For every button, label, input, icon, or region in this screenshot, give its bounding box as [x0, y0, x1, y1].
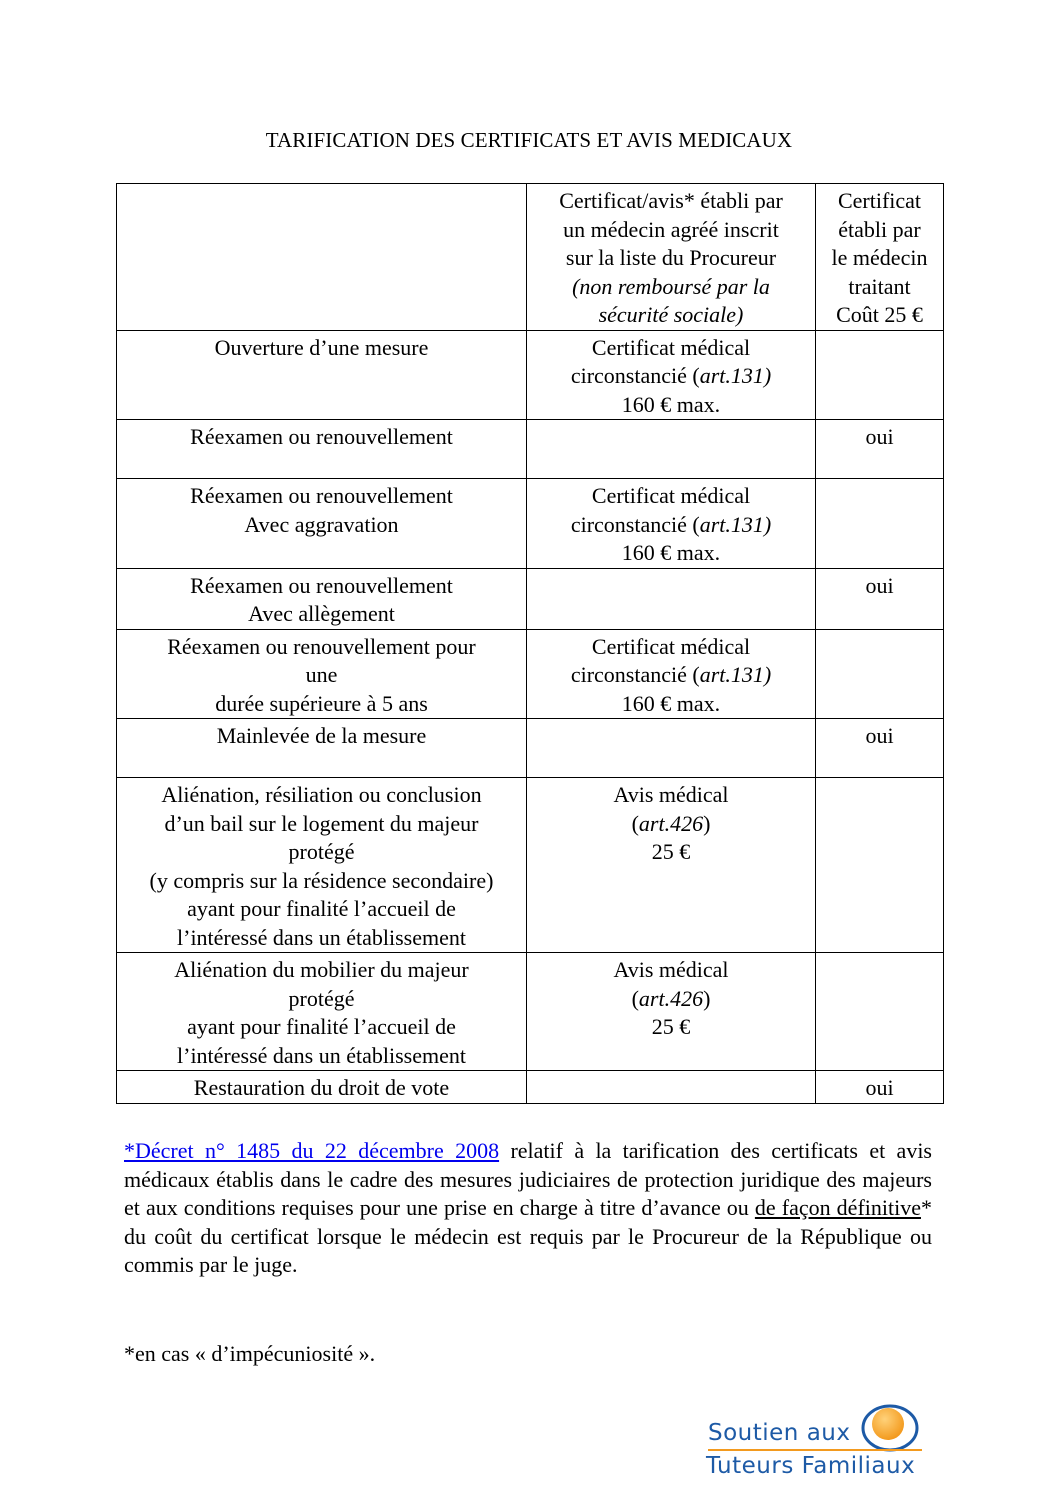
header-line: un médecin agréé inscrit	[563, 216, 779, 242]
row-label-line: Avec allègement	[248, 601, 395, 626]
treating-doctor-value: oui	[865, 723, 894, 748]
header-cell-empty	[117, 184, 527, 331]
table-row	[117, 719, 944, 778]
cert-article-ref: art.426	[638, 985, 704, 1011]
row-label-cell	[117, 778, 527, 953]
cert-article-prefix: (	[631, 985, 639, 1011]
row-label-line: Ouverture d’une mesure	[214, 334, 429, 360]
table-row	[117, 953, 944, 1071]
row-label-line: Restauration du droit de vote	[193, 1075, 450, 1100]
header-line: établi par	[838, 216, 921, 242]
row-label-cell	[117, 1071, 527, 1104]
row-label-line: l’intéressé dans un établissement	[177, 1042, 466, 1068]
cert-type: Avis médical	[613, 782, 729, 807]
treating-doctor-value: oui	[865, 572, 894, 598]
cert-article-prefix: circonstancié (	[570, 511, 700, 537]
header-line: traitant	[848, 273, 911, 299]
table-row	[117, 420, 944, 479]
row-label-cell	[117, 629, 527, 719]
row-label-line: Réexamen ou renouvellement pour	[167, 633, 476, 659]
row-label-line: (y compris sur la résidence secondaire)	[149, 867, 494, 893]
cert-type: Avis médical	[613, 957, 729, 982]
row-label-line: une	[305, 662, 338, 687]
tarification-table	[116, 183, 944, 1104]
row-label-line: protégé	[288, 839, 355, 864]
row-label-cell	[117, 479, 527, 569]
note-underlined: de façon définitive	[754, 1195, 921, 1220]
note-text-2: * du coût du certificat lorsque le médecin est requis par le Procureur de la République ou commis par le juge.	[124, 1195, 932, 1277]
table-row	[117, 1071, 944, 1104]
header-line: Certificat/avis* établi par	[559, 188, 783, 213]
row-treating-doctor-cell	[816, 568, 944, 629]
cert-type: Certificat médical	[591, 483, 751, 508]
row-label-cell	[117, 330, 527, 420]
row-treating-doctor-cell	[816, 330, 944, 420]
row-label-line: durée supérieure à 5 ans	[215, 690, 428, 716]
row-treating-doctor-cell	[816, 953, 944, 1071]
row-label-line: Aliénation, résiliation ou conclusion	[161, 782, 482, 807]
row-agreed-doctor-cell	[527, 1071, 816, 1104]
row-treating-doctor-cell	[816, 479, 944, 569]
row-label-line: Mainlevée de la mesure	[216, 723, 427, 748]
cert-article-ref: art.131)	[699, 511, 772, 537]
note-text-1: relatif à la tarification des certificats et avis médicaux établis dans le cadre des mesures judiciaires de protection juridique des majeurs et aux conditions requises pour une prise en charge à titre d’avance ou	[124, 1138, 932, 1220]
table-header-row	[117, 184, 944, 331]
row-agreed-doctor-cell	[527, 420, 816, 479]
row-label-line: Réexamen ou renouvellement	[190, 424, 453, 449]
document-title: TARIFICATION DES CERTIFICATS ET AVIS MEDICAUX	[265, 128, 793, 152]
header-line: le médecin	[831, 245, 928, 270]
row-label-line: d’un bail sur le logement du majeur	[164, 810, 479, 836]
cert-price: 160 € max.	[621, 391, 721, 417]
logo-line-2: Tuteurs Familiaux	[706, 1453, 916, 1479]
row-treating-doctor-cell	[816, 420, 944, 479]
row-label-line: Aliénation du mobilier du majeur	[174, 957, 469, 982]
row-label-line: protégé	[288, 985, 355, 1011]
row-label-cell	[117, 568, 527, 629]
cert-article-close: )	[703, 810, 711, 836]
cert-article-ref: art.131)	[699, 662, 772, 687]
cert-article-line	[533, 985, 809, 1014]
header-cell-treating-doctor	[816, 184, 944, 331]
row-label-cell	[117, 719, 527, 778]
table-row	[117, 629, 944, 719]
decree-link[interactable]: *Décret n° 1485 du 22 décembre 2008	[124, 1138, 500, 1163]
cert-price: 160 € max.	[621, 690, 721, 716]
cert-price: 25 €	[651, 1014, 691, 1039]
row-label-line: Réexamen ou renouvellement	[190, 483, 453, 508]
header-line-italic: sécurité sociale)	[598, 302, 744, 327]
logo-line-1: Soutien aux	[708, 1420, 851, 1446]
table-row	[117, 330, 944, 420]
row-agreed-doctor-cell	[527, 568, 816, 629]
treating-doctor-value: oui	[865, 1075, 894, 1100]
cert-article-prefix: circonstancié (	[570, 363, 700, 388]
row-label-cell	[117, 420, 527, 479]
row-treating-doctor-cell	[816, 719, 944, 778]
cert-type: Certificat médical	[591, 633, 751, 659]
cert-article-prefix: circonstancié (	[570, 662, 700, 687]
header-cell-agreed-doctor	[527, 184, 816, 331]
cert-article-line	[533, 661, 809, 690]
row-label-line: Réexamen ou renouvellement	[190, 572, 453, 598]
cert-article-ref: art.426	[638, 810, 704, 836]
row-agreed-doctor-cell	[527, 953, 816, 1071]
table-row	[117, 479, 944, 569]
row-agreed-doctor-cell	[527, 479, 816, 569]
row-agreed-doctor-cell	[527, 719, 816, 778]
cert-price: 25 €	[651, 839, 691, 864]
row-label-line: Avec aggravation	[244, 511, 399, 537]
header-line: Certificat	[837, 188, 922, 213]
footnote: *en cas « d’impécuniosité ».	[124, 1341, 376, 1366]
cert-article-prefix: (	[631, 810, 639, 836]
cert-article-close: )	[703, 985, 711, 1011]
table-row	[117, 568, 944, 629]
cert-price: 160 € max.	[621, 540, 721, 565]
cert-article-line	[533, 362, 809, 391]
row-label-line: ayant pour finalité l’accueil de	[187, 896, 456, 921]
row-treating-doctor-cell	[816, 778, 944, 953]
row-treating-doctor-cell	[816, 629, 944, 719]
cert-type: Certificat médical	[591, 334, 751, 360]
treating-doctor-value: oui	[865, 424, 894, 449]
row-label-line: l’intéressé dans un établissement	[177, 924, 466, 950]
cert-article-ref: art.131)	[699, 363, 772, 388]
header-line: sur la liste du Procureur	[565, 245, 777, 270]
row-agreed-doctor-cell	[527, 629, 816, 719]
cert-article-line	[533, 810, 809, 839]
decree-note	[124, 1137, 932, 1280]
row-label-cell	[117, 953, 527, 1071]
header-line: Coût 25 €	[836, 302, 923, 327]
row-label-line: ayant pour finalité l’accueil de	[187, 1014, 456, 1039]
table-row	[117, 778, 944, 953]
header-line-italic: (non remboursé par la	[572, 273, 770, 299]
row-agreed-doctor-cell	[527, 330, 816, 420]
cert-article-line	[533, 511, 809, 540]
row-agreed-doctor-cell	[527, 778, 816, 953]
logo	[700, 1398, 930, 1488]
row-treating-doctor-cell	[816, 1071, 944, 1104]
